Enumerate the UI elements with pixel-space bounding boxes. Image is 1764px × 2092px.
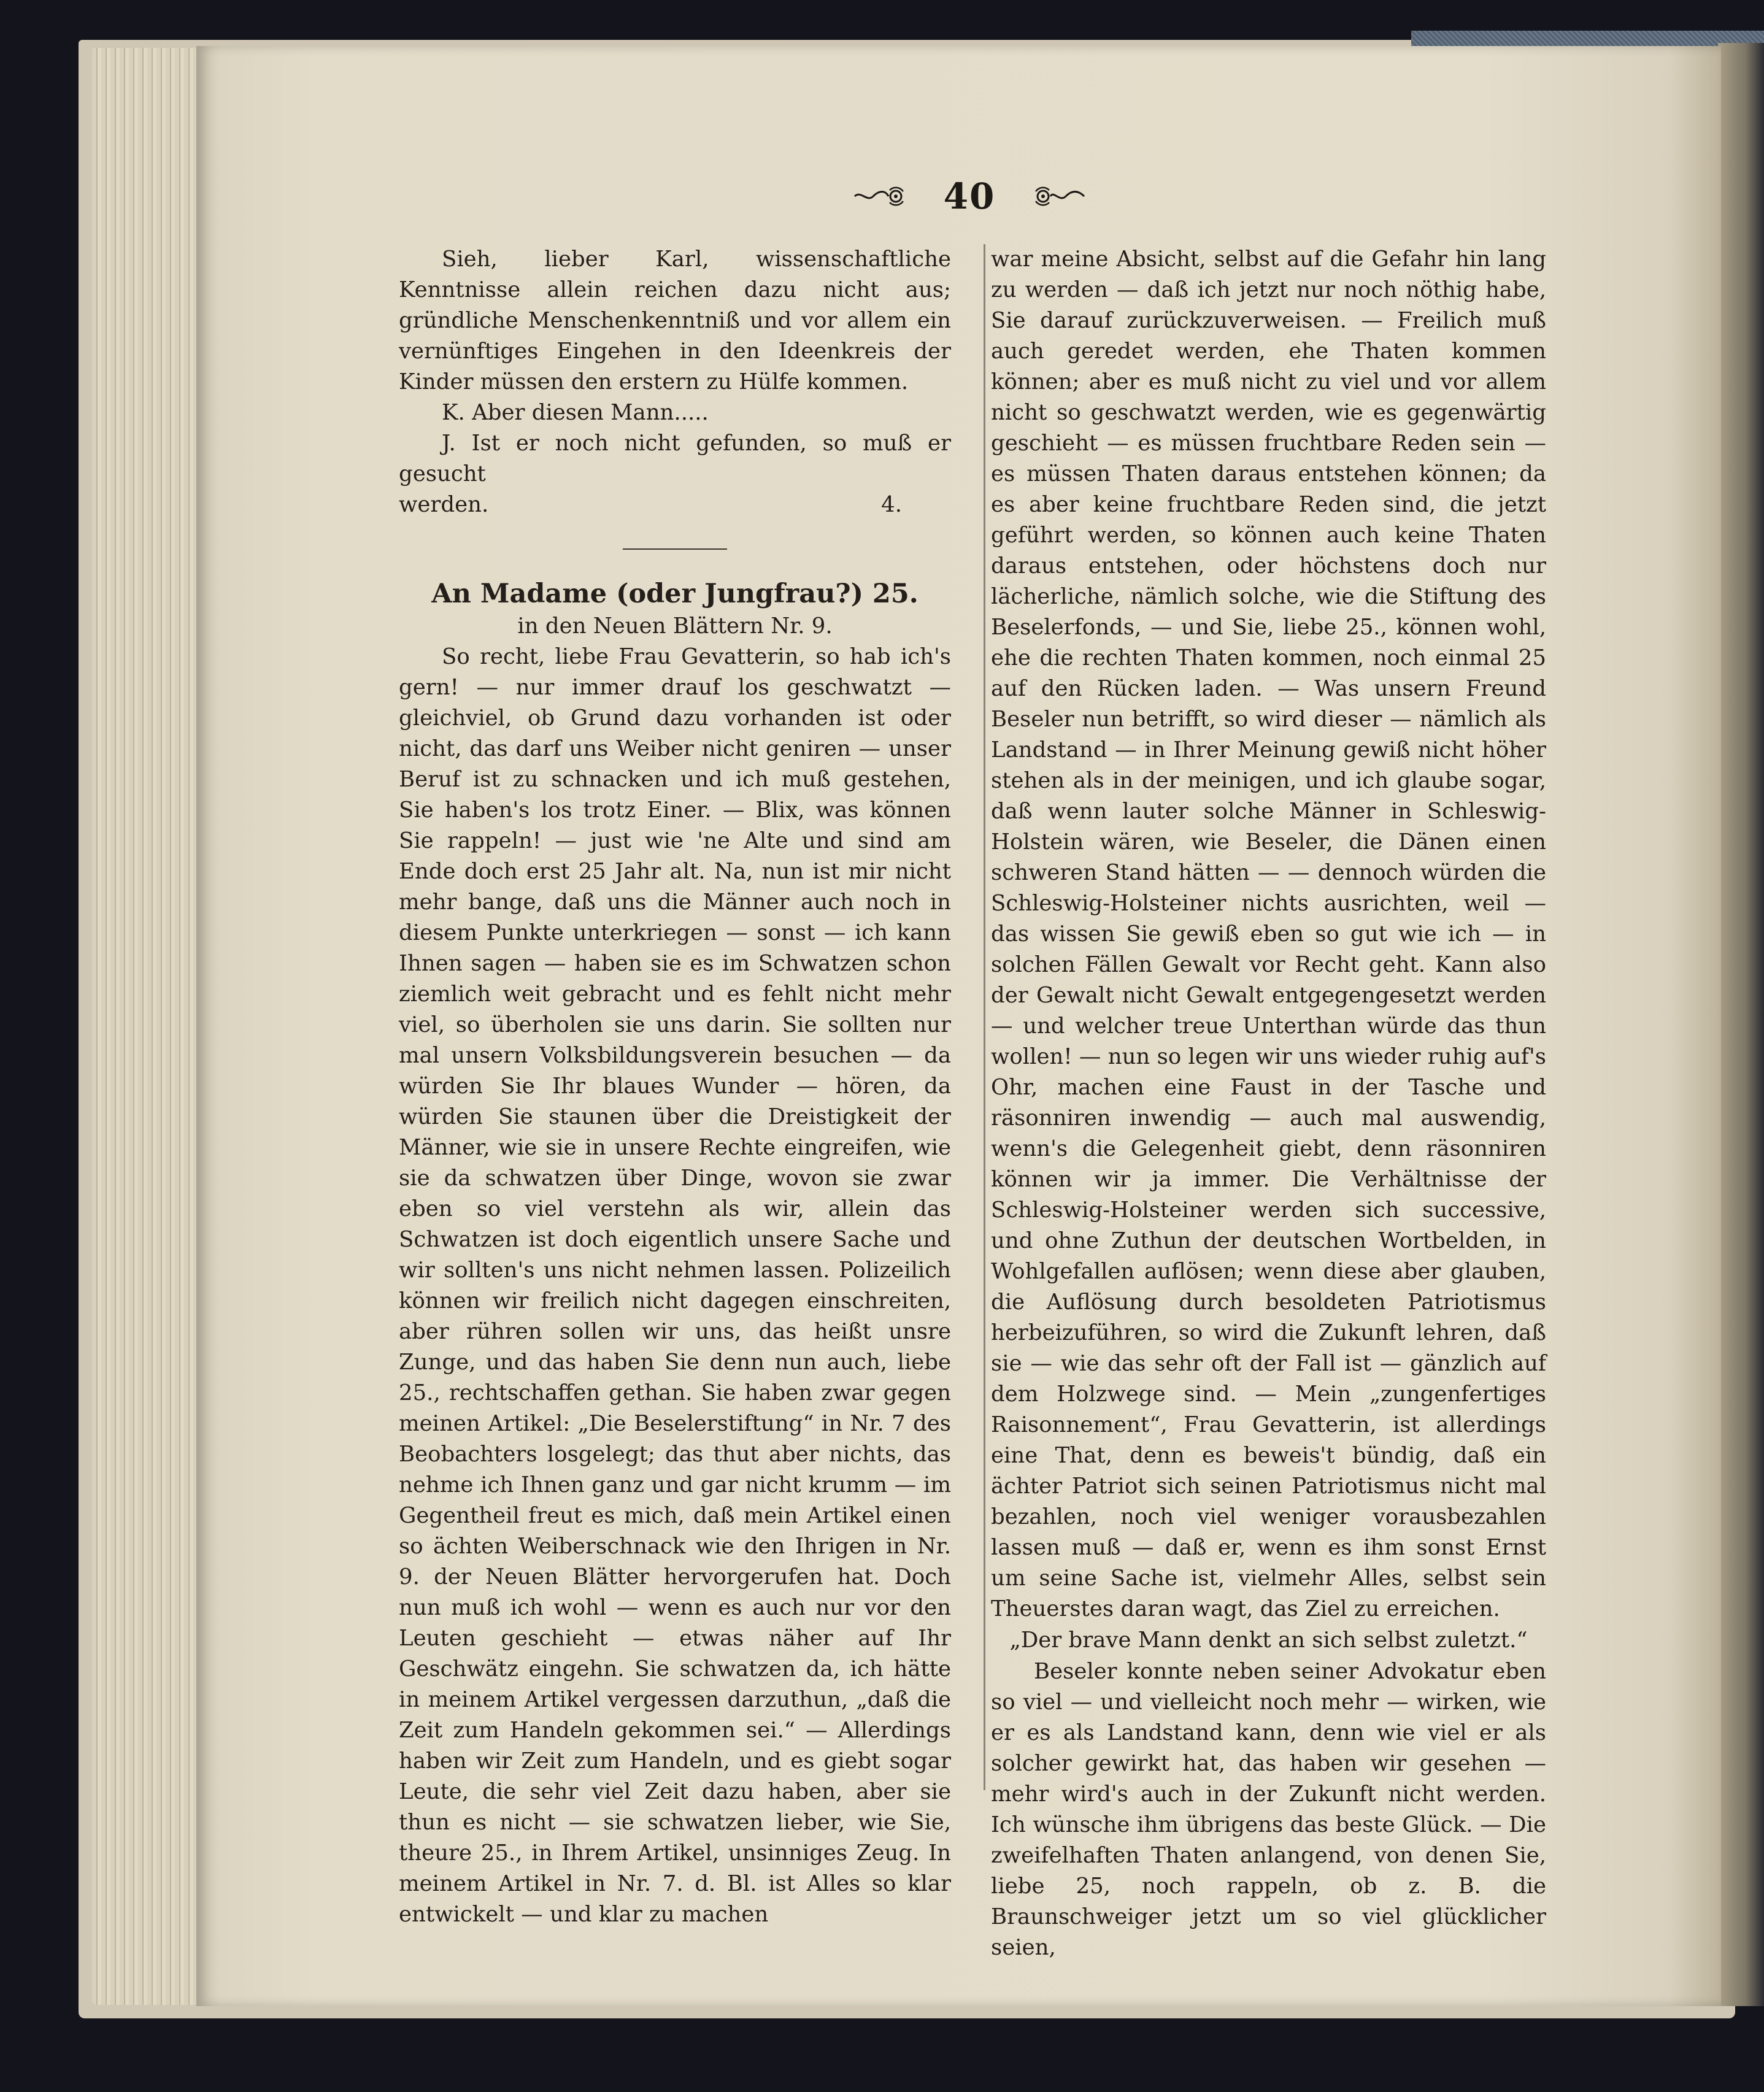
page-header: [828, 172, 1111, 221]
article-subtitle: in den Neuen Blättern Nr. 9.: [517, 613, 833, 639]
article-title: An Madame (oder Jungfrau?) 25.: [431, 579, 919, 609]
right-column: [991, 244, 1546, 1963]
left-column: [399, 244, 951, 1930]
right-ornament-icon: [1032, 184, 1087, 209]
stacked-page-edges: [92, 48, 202, 2005]
article-body-right-2: Beseler konnte neben seiner Advokatur eben so viel — und vielleicht noch mehr — wirken, wie er es als Landstand kann, denn wie viel er als solcher gewirkt hat, das haben wir gesehen — mehr wird's auch in der Zukunft nicht werden. Ich wünsche ihm übrigens das beste Glück. — Die zweifelhaften Thaten anlangend, von denen Sie, liebe 25, noch rappeln, ob z. B. die Braunschweiger jetzt um so viel glücklicher seien,: [991, 1659, 1546, 1960]
page-number: 40: [943, 175, 996, 217]
section-separator: [623, 548, 727, 550]
dialogue-line-k: K. Aber diesen Mann.....: [442, 400, 709, 425]
dialogue-line-j-end: werden.: [399, 492, 489, 517]
article-quote: „Der brave Mann denkt an sich selbst zuletzt.“: [1009, 1628, 1528, 1653]
left-ornament-icon: [852, 184, 907, 209]
intro-paragraph: Sieh, lieber Karl, wissenschaftliche Kenntnisse allein reichen dazu nicht aus; gründliche Menschenkenntniß und vor allem ein vernünftiges Eingehen in den Ideenkreis der Kinder müssen den erstern zu Hülfe kommen.: [399, 247, 951, 394]
article-body-left: So recht, liebe Frau Gevatterin, so hab ich's gern! — nur immer drauf los geschwatzt — gleichviel, ob Grund dazu vorhanden ist oder nicht, das darf uns Weiber nicht geniren — unser Beruf ist zu schnacken und ich muß gestehen, Sie haben's los trotz Einer. — Blix, was können Sie rappeln! — just wie 'ne Alte und sind am Ende doch erst 25 Jahr alt. Na, nun ist mir nicht mehr bange, daß uns die Männer auch noch in diesem Punkte unterkriegen — sonst — ich kann Ihnen sagen — haben sie es im Schwatzen schon ziemlich weit gebracht und es fehlt nicht mehr viel, so überholen sie uns darin. Sie sollten nur mal unsern Volksbildungsverein besuchen — da würden Sie Ihr blaues Wunder — hören, da würden Sie staunen über die Dreistigkeit der Männer, wie sie in unsere Rechte eingreifen, wie sie da schwatzen über Dinge, wovon sie zwar eben so viel verstehn als wir, allein das Schwatzen ist doch eigentlich unsere Sache und wir sollten's uns nicht nehmen lassen. Polizeilich können wir freilich nicht dagegen einschreiten, aber rühren sollen wir uns, das heißt unsre Zunge, und das haben Sie denn nun auch, liebe 25., rechtschaffen gethan. Sie haben zwar gegen meinen Artikel: „Die Beselerstiftung“ in Nr. 7 des Beobachters losgelegt; das thut aber nichts, das nehme ich Ihnen ganz und gar nicht krumm — im Gegentheil freut es mich, daß mein Artikel einen so ächten Weiberschnack wie den Ihrigen in Nr. 9. der Neuen Blätter hervorgerufen hat. Doch nun muß ich wohl — wenn es auch nur vor den Leuten geschieht — etwas näher auf Ihr Geschwätz eingehn. Sie schwatzen da, ich hätte in meinem Artikel vergessen darzuthun, „daß die Zeit zum Handeln gekommen sei.“ — Allerdings haben wir Zeit zum Handeln, und es giebt sogar Leute, die sehr viel Zeit dazu haben, aber sie thun es nicht — sie schwatzen lieber, wie Sie, theure 25., in Ihrem Artikel, unsinniges Zeug. In meinem Artikel in Nr. 7. d. Bl. ist Alles so klar entwickelt — und klar zu machen: [399, 644, 951, 1927]
dialogue-line-j: J. Ist er noch nicht gefunden, so muß er gesucht: [399, 431, 951, 486]
column-divider: [984, 244, 985, 1790]
page-gutter: [1718, 43, 1764, 2006]
dialogue-end-line: [399, 490, 951, 520]
author-signature: 4.: [881, 492, 902, 517]
article-body-right-1: war meine Absicht, selbst auf die Gefahr hin lang zu werden — daß ich jetzt nur noch nöthig habe, Sie darauf zurückzuverweisen. — Freilich muß auch geredet werden, ehe Thaten kommen können; aber es muß nicht zu viel und vor allem nicht so geschwatzt werden, wie es gegenwärtig geschieht — es müssen fruchtbare Reden sein — es müssen Thaten daraus entstehen können; da es aber keine fruchtbare Reden sind, die jetzt geführt werden, so können auch keine Thaten daraus entstehen, oder höchstens doch nur lächerliche, nämlich solche, wie die Stiftung des Beselerfonds, — und Sie, liebe 25., können wohl, ehe die rechten Thaten kommen, noch einmal 25 auf den Rücken laden. — Was unsern Freund Beseler nun betrifft, so wird dieser — nämlich als Landstand — in Ihrer Meinung gewiß nicht höher stehen als in der meinigen, und ich glaube sogar, daß wenn lauter solche Männer in Schleswig-Holstein wären, wie Beseler, die Dänen einen schweren Stand hätten — — dennoch würden die Schleswig-Holsteiner nichts ausrichten, weil — das wissen Sie gewiß eben so gut wie ich — in solchen Fällen Gewalt vor Recht geht. Kann also der Gewalt nicht Gewalt entgegengesetzt werden — und welcher treue Unterthan würde das thun wollen! — nun so legen wir uns wieder ruhig auf's Ohr, machen eine Faust in der Tasche und räsonniren inwendig — auch mal auswendig, wenn's die Gelegenheit giebt, denn räsonniren können wir ja immer. Die Verhältnisse der Schleswig-Holsteiner werden sich successive, und ohne Zuthun der deutschen Wortbelden, in Wohlgefallen auflösen; wenn diese aber glauben, die Auflösung durch besoldeten Patriotismus herbeizuführen, so wird die Zukunft lehren, daß sie — wie das sehr oft der Fall ist — gänzlich auf dem Holzwege sind. — Mein „zungenfertiges Raisonnement“, Frau Gevatterin, ist allerdings eine That, denn es beweis't bündig, daß ein ächter Patriot sich seinen Patriotismus nicht mal bezahlen, noch viel weniger vorausbezahlen lassen muß — daß er, wenn es ihm sonst Ernst um seine Sache ist, vielmehr Alles, selbst sein Theuerstes daran wagt, das Ziel zu erreichen.: [991, 247, 1546, 1621]
